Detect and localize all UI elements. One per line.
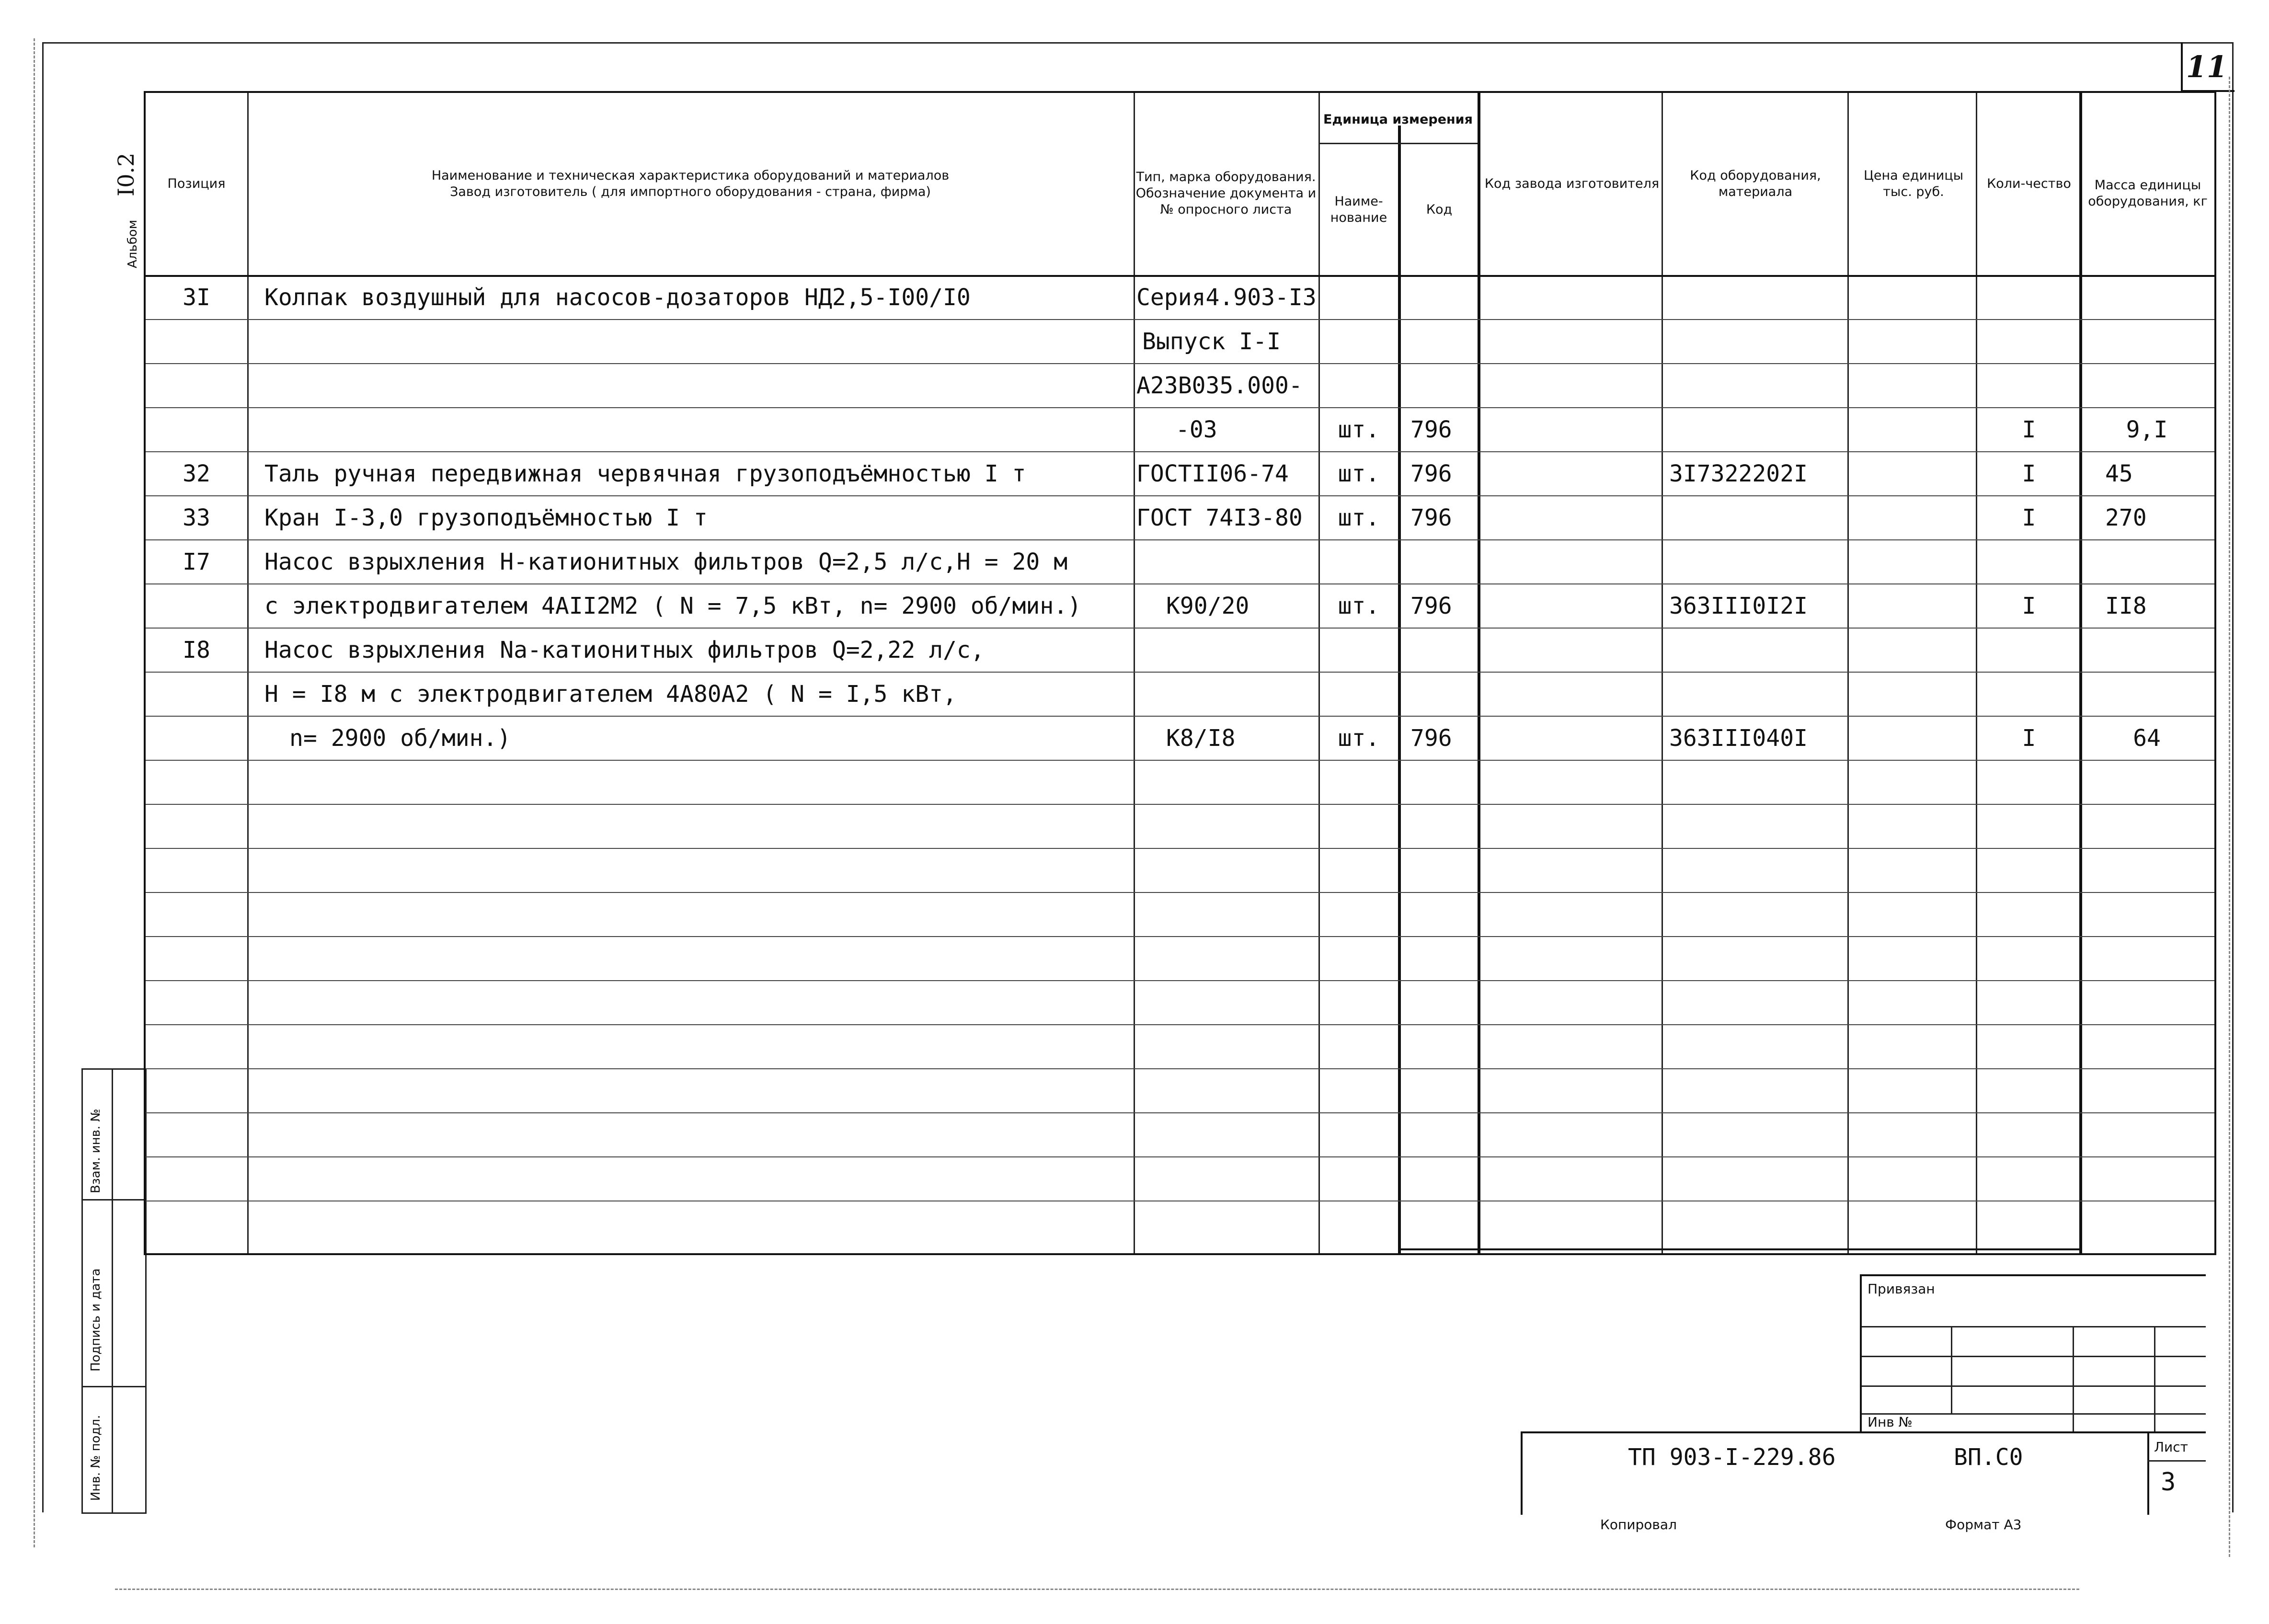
- row-5-name: Таль ручная передвижная червячная грузоподъёмностью I т: [264, 460, 1026, 487]
- header-name: [247, 93, 1134, 275]
- header-qty: Коли-чество: [1987, 176, 2071, 191]
- row-5-qty: I: [2022, 460, 2036, 487]
- header-type: Тип, марка оборудования. Обозначение документа и № опросного листа: [1135, 170, 1317, 217]
- bottom-cut-line: [115, 1589, 2079, 1590]
- header-position: Позиция: [167, 176, 226, 191]
- row-11-qty: I: [2022, 725, 2036, 752]
- row-5-pos: 32: [183, 460, 210, 487]
- header-mass: Масса единицы оборудования, кг: [2088, 178, 2208, 209]
- album-label: Альбом: [126, 219, 140, 268]
- copied-label: Копировал: [1600, 1517, 1677, 1533]
- row-6-code: 796: [1410, 504, 1452, 531]
- row-4-type: -03: [1176, 416, 1217, 443]
- header-factory-code: Код завода изготовителя: [1484, 176, 1660, 191]
- side-field-inv-original: Инв. № подл.: [89, 1415, 103, 1501]
- row-5-unit: шт.: [1338, 460, 1380, 487]
- right-cut-line: [2229, 77, 2230, 1557]
- row-11-eq-code: 363III040I: [1669, 725, 1808, 752]
- row-6-mass: 270: [2105, 504, 2147, 531]
- row-7-name: Насос взрыхления Н-катионитных фильтров Q=2,5 л/с,Н = 20 м: [264, 549, 1068, 575]
- row-5-mass: 45: [2105, 460, 2133, 487]
- row-11-code: 796: [1410, 725, 1452, 752]
- row-9-name: Насос взрыхления Na-катионитных фильтров Q=2,22 л/с,: [264, 637, 985, 663]
- row-1-type: Серия4.903-I3: [1136, 284, 1317, 311]
- left-cut-line: [34, 38, 35, 1547]
- row-5-eq-code: 3I7322202I: [1669, 460, 1808, 487]
- title-block: [1521, 1431, 2206, 1515]
- document-suffix: ВП.С0: [1954, 1444, 2023, 1471]
- side-field-replaced-inv: Взам. инв. №: [89, 1109, 103, 1193]
- side-field-signature-date: Подпись и дата: [89, 1268, 103, 1372]
- album-number: I0.2: [113, 152, 139, 196]
- row-7-pos: I7: [183, 549, 210, 575]
- row-8-type: К90/20: [1166, 593, 1249, 619]
- inv-no-label: Инв №: [1868, 1414, 1913, 1430]
- sheet-number: 3: [2161, 1468, 2176, 1497]
- header-name-line2: Завод изготовитель ( для импортного оборудования - страна, фирма): [450, 184, 931, 199]
- equipment-table: [144, 91, 2216, 1255]
- header-unit-name: Наиме-нование: [1330, 194, 1387, 225]
- row-6-type: ГОСТ 74I3-80: [1136, 504, 1303, 531]
- row-8-code: 796: [1410, 593, 1452, 619]
- row-6-pos: 33: [183, 504, 210, 531]
- row-8-mass: II8: [2105, 593, 2147, 619]
- row-6-unit: шт.: [1338, 504, 1380, 531]
- row-1-pos: 3I: [183, 284, 210, 311]
- format-label: Формат А3: [1945, 1517, 2022, 1533]
- attachment-stamp: [1860, 1274, 2206, 1432]
- header-name-line1: Наименование и техническая характеристика оборудований и материалов: [431, 168, 950, 183]
- header-unit-code: Код: [1426, 202, 1453, 217]
- header-equipment-code: Код оборудования, материала: [1690, 168, 1821, 199]
- row-5-code: 796: [1410, 460, 1452, 487]
- row-11-type: К8/I8: [1166, 725, 1236, 752]
- row-8-qty: I: [2022, 593, 2036, 619]
- header-unit-group: Единица измерения: [1323, 112, 1473, 127]
- row-4-qty: I: [2022, 416, 2036, 443]
- row-11-unit: шт.: [1338, 725, 1380, 752]
- row-10-name: Н = I8 м с электродвигателем 4А80А2 ( N = I,5 кВт,: [264, 681, 957, 708]
- header-price: Цена единицы тыс. руб.: [1863, 168, 1964, 199]
- side-stamp-panel: [81, 1068, 147, 1514]
- row-4-unit: шт.: [1338, 416, 1380, 443]
- page-number: 11: [2186, 49, 2228, 84]
- row-6-qty: I: [2022, 504, 2036, 531]
- row-11-mass: 64: [2133, 725, 2161, 752]
- sheet-label: Лист: [2154, 1439, 2188, 1455]
- attached-label: Привязан: [1868, 1281, 1935, 1297]
- row-1-name: Колпак воздушный для насосов-дозаторов НД2,5-I00/I0: [264, 284, 971, 311]
- row-2-type: Выпуск I-I: [1142, 328, 1281, 355]
- row-5-type: ГОСТII06-74: [1136, 460, 1289, 487]
- row-3-type: А23В035.000-: [1136, 372, 1303, 399]
- row-11-name: n= 2900 об/мин.): [289, 725, 511, 752]
- row-4-mass: 9,I: [2126, 416, 2168, 443]
- row-8-unit: шт.: [1338, 593, 1380, 619]
- row-6-name: Кран I-3,0 грузоподъёмностью I т: [264, 504, 708, 531]
- row-9-pos: I8: [183, 637, 210, 663]
- document-code: ТП 903-I-229.86: [1628, 1444, 1836, 1471]
- row-4-code: 796: [1410, 416, 1452, 443]
- row-8-eq-code: 363III0I2I: [1669, 593, 1808, 619]
- row-8-name: с электродвигателем 4АII2М2 ( N = 7,5 кВт, n= 2900 об/мин.): [264, 593, 1082, 619]
